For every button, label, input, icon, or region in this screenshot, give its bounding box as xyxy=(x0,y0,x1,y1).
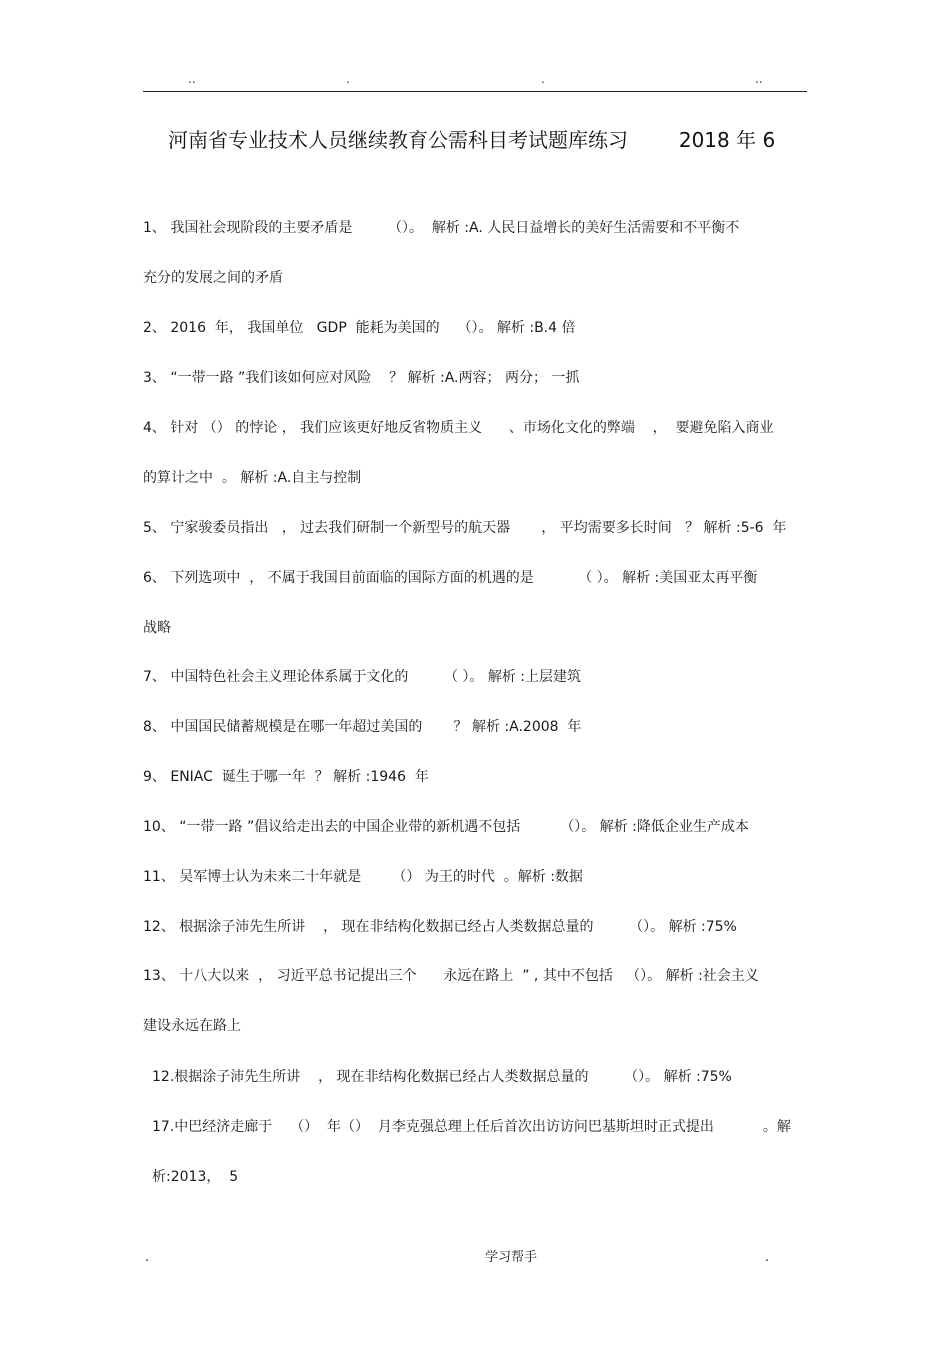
question-line: 充分的发展之间的矛盾 xyxy=(143,270,283,286)
question-line: 2、 2016 年， 我国单位 GDP 能耗为美国的 （）。 解析 :B.4 倍 xyxy=(143,320,576,336)
document-title: 河南省专业技术人员继续教育公需科目考试题库练习 2018 年 6 xyxy=(168,128,776,152)
question-line: 11、 吴军博士认为未来二十年就是 （） 为王的时代 。解析 :数据 xyxy=(143,869,583,885)
question-line: 建设永远在路上 xyxy=(143,1018,241,1034)
question-line: 1、 我国社会现阶段的主要矛盾是 （）。 解析 :A. 人民日益增长的美好生活需要和不平衡不 xyxy=(143,220,740,236)
header-mark: . xyxy=(541,72,545,86)
question-line: 13、 十八大以来 ， 习近平总书记提出三个 永远在路上 ” , 其中不包括 （）。 解析 :社会主义 xyxy=(143,968,759,984)
question-line: 3、 “一带一路 ”我们该如何应对风险 ？ 解析 :A.两容； 两分； 一抓 xyxy=(143,370,580,386)
question-line: 4、 针对 （） 的悖论 ， 我们应该更好地反省物质主义 、市场化文化的弊端 ， 要避免陷入商业 xyxy=(143,420,774,436)
header-rule xyxy=(143,91,807,92)
question-line: 7、 中国特色社会主义理论体系属于文化的 （ ）。 解析 :上层建筑 xyxy=(143,669,582,685)
question-line: 9、 ENIAC 诞生于哪一年 ？ 解析 :1946 年 xyxy=(143,769,429,785)
question-line: 8、 中国国民储蓄规模是在哪一年超过美国的 ？ 解析 :A.2008 年 xyxy=(143,719,582,735)
question-line: 12.根据涂子沛先生所讲 ， 现在非结构化数据已经占人类数据总量的 （）。 解析 :75% xyxy=(152,1069,732,1085)
question-line: 17.中巴经济走廊于 （） 年（） 月李克强总理上任后首次出访访问巴基斯坦时正式提出 。解 xyxy=(152,1119,791,1135)
question-line: 战略 xyxy=(143,620,171,636)
question-line: 的算计之中 。 解析 :A.自主与控制 xyxy=(143,470,362,486)
header-mark: .. xyxy=(755,72,763,86)
header-mark: .. xyxy=(188,72,196,86)
footer-left-mark: . xyxy=(145,1250,150,1265)
question-line: 5、 宁家骏委员指出 ， 过去我们研制一个新型号的航天器 ， 平均需要多长时间 ？ 解析 :5-6 年 xyxy=(143,520,787,536)
question-line: 12、 根据涂子沛先生所讲 ， 现在非结构化数据已经占人类数据总量的 （）。 解析 :75% xyxy=(143,919,737,935)
footer-caption: 学习帮手 xyxy=(485,1250,538,1265)
question-line: 6、 下列选项中 ， 不属于我国目前面临的国际方面的机遇的是 （ ）。 解析 :美国亚太再平衡 xyxy=(143,570,758,586)
question-line: 10、 “一带一路 ”倡议给走出去的中国企业带的新机遇不包括 （）。 解析 :降低企业生产成本 xyxy=(143,819,749,835)
footer-right-mark: . xyxy=(765,1250,770,1265)
question-line: 析:2013， 5 xyxy=(152,1169,239,1185)
header-mark: . xyxy=(346,72,350,86)
